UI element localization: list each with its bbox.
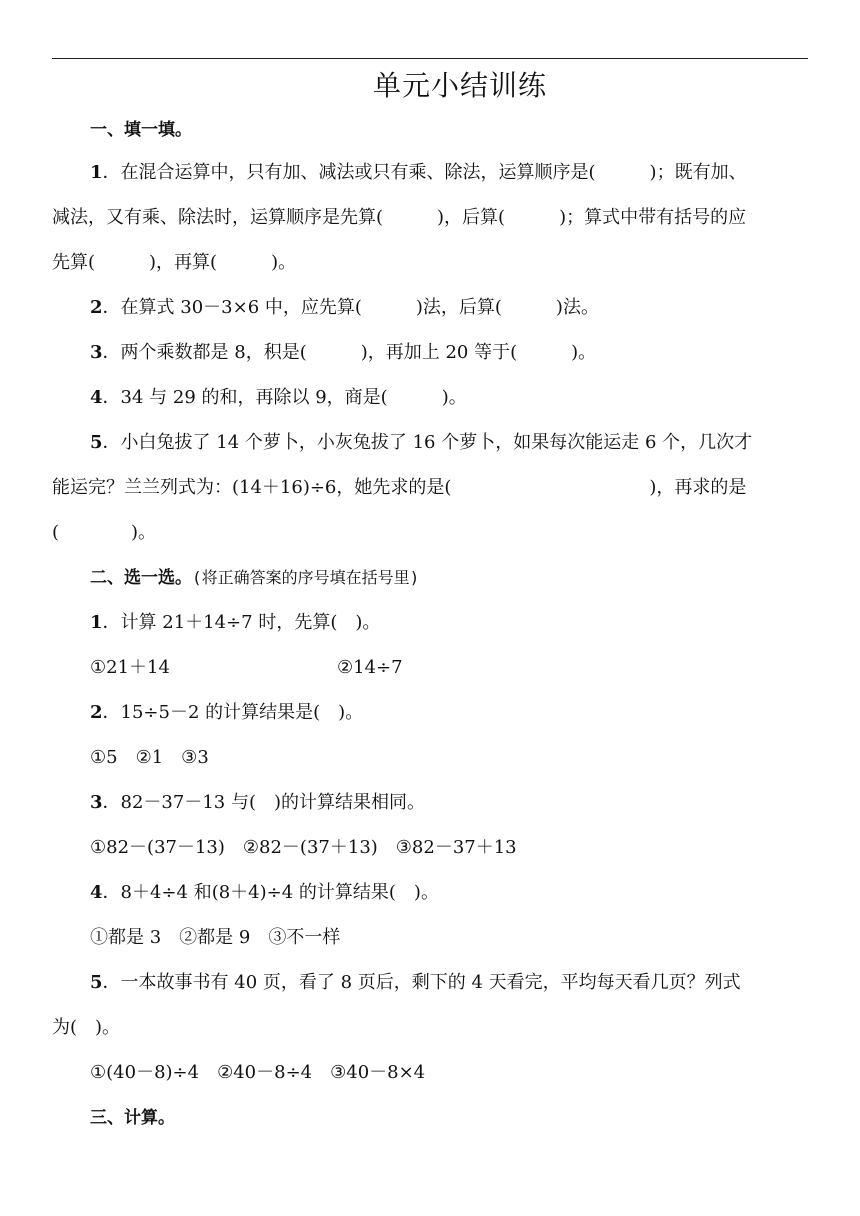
s2-q1-num: 1 <box>90 612 103 633</box>
s2-q1 <box>52 610 846 636</box>
section1-heading: 一、填一填。 <box>90 120 192 140</box>
s1-q1-line3: 先算( )，再算( )。 <box>52 252 297 273</box>
s1-q2 <box>52 295 846 321</box>
s1-q5-line1 <box>52 430 846 456</box>
s2-q5-line2: 为( )。 <box>52 1017 121 1038</box>
s1-q3-text: ．两个乘数都是 8，积是( )，再加上 20 等于( )。 <box>102 342 597 363</box>
page-title: 单元小结训练 <box>372 69 547 102</box>
s2-q3-num: 3 <box>90 792 103 813</box>
s1-q5-line3: ( )。 <box>52 522 157 543</box>
s2-q5-line1 <box>52 970 846 996</box>
s1-q3-num: 3 <box>90 342 103 363</box>
s1-q3 <box>52 340 846 366</box>
s2-q1-text: ．计算 21＋14÷7 时，先算( )。 <box>102 612 381 633</box>
s2-q4-text: ．8＋4÷4 和(8＋4)÷4 的计算结果( )。 <box>102 882 439 903</box>
header-rule <box>52 58 808 59</box>
s2-q2-num: 2 <box>90 702 103 723</box>
s1-q5-num: 5 <box>90 432 103 453</box>
s1-q4-text: ．34 与 29 的和，再除以 9，商是( )。 <box>102 387 467 408</box>
s2-q1-option-2: ②14÷7 <box>337 657 403 678</box>
s1-q2-text: ．在算式 30－3×6 中，应先算( )法，后算( )法。 <box>102 297 599 318</box>
s1-q4-num: 4 <box>90 387 103 408</box>
s2-q2-options: ①5 ②1 ③3 <box>90 747 209 768</box>
s2-q4 <box>52 880 846 906</box>
s1-q5-text1: ．小白兔拔了 14 个萝卜，小灰兔拔了 16 个萝卜，如果每次能运走 6 个，几次才 <box>102 432 753 453</box>
s1-q1-line2: 减法，又有乘、除法时，运算顺序是先算( )，后算( )；算式中带有括号的应 <box>52 207 747 228</box>
section2-heading: 二、选一选。 <box>90 568 192 588</box>
s2-q2 <box>52 700 846 726</box>
s1-q1-num: 1 <box>90 162 103 183</box>
s2-q1-options <box>52 655 846 681</box>
section2-heading-line <box>52 565 846 591</box>
s2-q5-text1: ．一本故事书有 40 页，看了 8 页后，剩下的 4 天看完，平均每天看几页？列式 <box>102 972 741 993</box>
s1-q1-line1 <box>52 160 846 186</box>
section2-heading-note: (将正确答案的序号填在括号里) <box>192 568 420 587</box>
s2-q3-text: ．82－37－13 与( )的计算结果相同。 <box>102 792 426 813</box>
s1-q4 <box>52 385 846 411</box>
s1-q1-text1: ．在混合运算中，只有加、减法或只有乘、除法，运算顺序是( )；既有加、 <box>102 162 747 183</box>
s2-q3 <box>52 790 846 816</box>
s2-q5-num: 5 <box>90 972 103 993</box>
s1-q2-num: 2 <box>90 297 103 318</box>
s2-q2-text: ．15÷5－2 的计算结果是( )。 <box>102 702 364 723</box>
s1-q5-line2: 能运完？兰兰列式为：(14＋16)÷6，她先求的是( )，再求的是 <box>52 477 747 498</box>
s2-q5-options: ①(40－8)÷4 ②40－8÷4 ③40－8×4 <box>90 1062 426 1083</box>
s2-q4-options: ①都是 3 ②都是 9 ③不一样 <box>90 927 341 948</box>
s2-q1-option-1: ①21＋14 <box>90 657 170 678</box>
s2-q3-options: ①82－(37－13) ②82－(37＋13) ③82－37＋13 <box>90 837 517 858</box>
section3-heading: 三、计算。 <box>90 1108 175 1128</box>
s2-q4-num: 4 <box>90 882 103 903</box>
